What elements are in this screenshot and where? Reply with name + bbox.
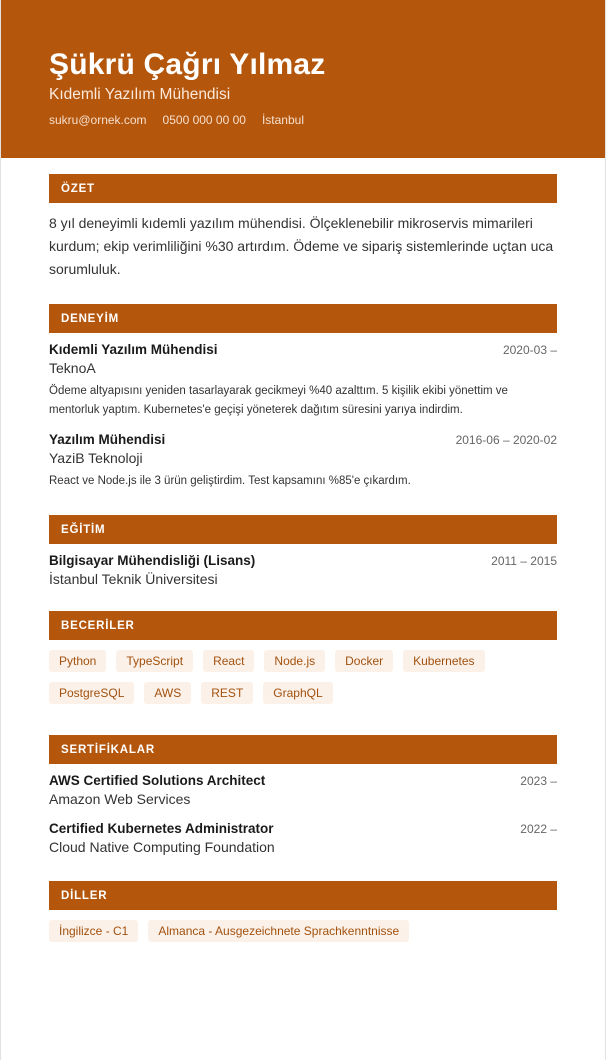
email-link[interactable]: sukru@ornek.com [49, 113, 147, 127]
certification-item [49, 773, 557, 807]
language-tag: İngilizce - C1 [49, 920, 138, 942]
experience-date: 2020-03 – [502, 343, 557, 357]
certification-issuer: Cloud Native Computing Foundation [49, 839, 275, 855]
phone-text: 0500 000 00 00 [162, 113, 246, 127]
languages-list [49, 920, 557, 942]
section-heading-certifications: SERTİFİKALAR [49, 735, 557, 764]
experience-date: 2016-06 – 2020-02 [455, 433, 557, 447]
skill-tag: AWS [144, 682, 191, 704]
section-heading-education: EĞİTİM [49, 515, 557, 544]
certification-date: 2023 – [520, 774, 557, 788]
skills-section [49, 611, 557, 704]
experience-item [49, 432, 557, 491]
certification-name: Certified Kubernetes Administrator [49, 821, 274, 836]
section-heading-experience: DENEYİM [49, 304, 557, 333]
certification-issuer: Amazon Web Services [49, 791, 191, 807]
section-heading-languages: DİLLER [49, 881, 557, 910]
certifications-section [49, 735, 557, 855]
skill-tag: Python [49, 650, 106, 672]
skill-tag: Kubernetes [403, 650, 484, 672]
section-heading-skills: BECERİLER [49, 611, 557, 640]
experience-title: Kıdemli Yazılım Mühendisi [49, 342, 218, 357]
skill-tag: TypeScript [116, 650, 193, 672]
experience-company: TeknoA [49, 360, 96, 376]
skill-tag: REST [201, 682, 253, 704]
experience-item [49, 342, 557, 420]
certification-item [49, 821, 557, 855]
education-degree: Bilgisayar Mühendisliği (Lisans) [49, 553, 256, 568]
experience-description: Ödeme altyapısını yeniden tasarlayarak gecikmeyi %40 azalttım. 5 kişilik ekibi yönettim ve mentorluk yaptım. Kubernetes'e geçişi yöneterek dağıtım süresini yarıya indirdim. [49, 385, 508, 416]
skill-tag: Docker [335, 650, 393, 672]
certification-date: 2022 – [520, 822, 557, 836]
experience-company: YaziB Teknoloji [49, 450, 143, 466]
experience-title: Yazılım Mühendisi [49, 432, 166, 447]
languages-section [49, 881, 557, 942]
section-heading-summary: ÖZET [49, 174, 557, 203]
skill-tag: PostgreSQL [49, 682, 134, 704]
education-school: İstanbul Teknik Üniversitesi [49, 571, 218, 587]
summary-section [49, 174, 557, 281]
resume-header [1, 0, 605, 158]
city-text: İstanbul [261, 113, 304, 127]
education-section [49, 515, 557, 587]
skill-tag: Node.js [264, 650, 325, 672]
skill-tag: React [203, 650, 254, 672]
language-tag: Almanca - Ausgezeichnete Sprachkenntnisse [148, 920, 409, 942]
skill-tag: GraphQL [263, 682, 332, 704]
full-name: Şükrü Çağrı Yılmaz [49, 48, 326, 81]
job-title: Kıdemli Yazılım Mühendisi [49, 86, 231, 103]
certification-name: AWS Certified Solutions Architect [49, 773, 266, 788]
summary-text: 8 yıl deneyimli kıdemli yazılım mühendisi. Ölçeklenebilir mikroservis mimarileri kurdum; ekip verimliliğini %30 artırdım. Ödeme ve sipariş sistemlerinde uçtan uca sorumluluk. [49, 215, 554, 277]
experience-section [49, 304, 557, 491]
experience-description: React ve Node.js ile 3 ürün geliştirdim. Test kapsamını %85'e çıkardım. [49, 475, 411, 487]
education-date: 2011 – 2015 [491, 554, 557, 568]
contact-info [49, 113, 557, 127]
education-item [49, 553, 557, 587]
skills-list [49, 650, 557, 704]
